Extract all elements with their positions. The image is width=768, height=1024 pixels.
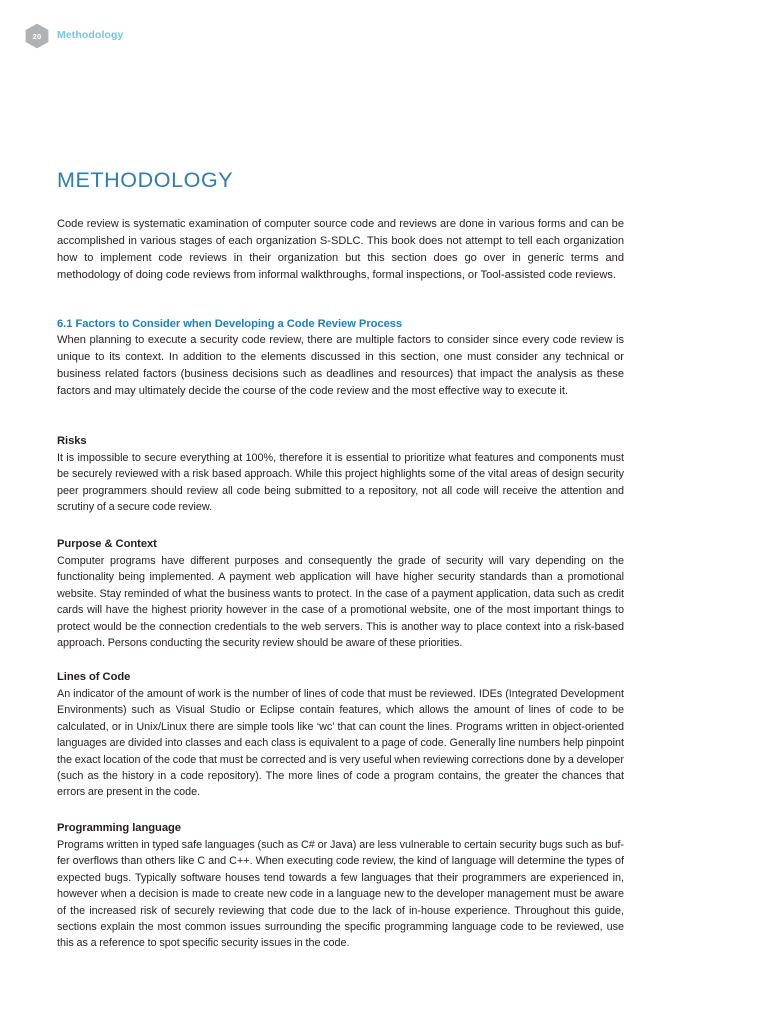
- hexagon-icon: [25, 23, 49, 49]
- section-paragraph-factors: When planning to execute a security code review, there are multiple factors to consider since every code review is unique to its context. In addition to the elements discussed in this section, one must consider any technical or business related factors (business decisions such as deadlines and resources) that impact the analysis as these factors and may ultimately decide the course of the code review and the most effective way to execute it.: [57, 334, 624, 398]
- page-title: METHODOLOGY: [57, 168, 234, 193]
- sub-heading-lines-of-code: Lines of Code: [57, 671, 131, 683]
- intro-block: [57, 216, 624, 284]
- section-programming-language: [57, 821, 624, 952]
- header-chapter-label: Methodology: [57, 29, 124, 41]
- section-lines-of-code: [57, 670, 624, 801]
- section-heading-factors: 6.1 Factors to Consider when Developing a Code Review Process: [57, 318, 403, 330]
- section-paragraph-purpose-context: Computer programs have different purposes and consequently the grade of security will vary depending on the functionality being implemented. A payment web application will have higher security standards than a promotional website. Stay reminded of what the business wants to protect. In the case of a payment application, data such as credit cards will have the highest priority however in the case of a promotional website, one of the most important things to protect would be the connection credentials to the web servers. This is another way to place context into a risk-based approach. Persons conducting the security review should be aware of these priorities.: [57, 555, 624, 650]
- section-paragraph-risks: It is impossible to secure everything at 100%, therefore it is essential to prioritize what features and components must be securely reviewed with a risk based approach. While this project highlights some of the vital areas of design security peer programmers should review all code being submitted to a repository, not all code will receive the attention and scrutiny of a secure code review.: [57, 452, 624, 514]
- sub-heading-risks: Risks: [57, 435, 87, 447]
- page-number: 20: [32, 31, 42, 41]
- page-header: [0, 0, 768, 72]
- section-paragraph-lines-of-code: An indicator of the amount of work is the number of lines of code that must be reviewed. IDEs (Integrated Development Environments) such as Visual Studio or Eclipse contain features, which allows the amount of lines of code to be calculated, or in Unix/Linux there are simple tools like ‘wc’ that can count the lines. Programs written in object-oriented languages are divided into classes and each class is equivalent to a page of code. Generally line numbers help pinpoint the exact location of the code that must be corrected and is very useful when reviewing corrections done by a developer (such as the history in a code repository). The more lines of code a program contains, the greater the chances that errors are present in the code.: [57, 688, 624, 799]
- intro-paragraph: Code review is systematic examination of computer source code and reviews are done in various forms and can be accomplished in various stages of each organization S-SDLC. This book does not attempt to tell each organization how to implement code reviews in their organization but this section does go over in generic terms and methodology of doing code reviews from informal walkthroughs, formal inspections, or Tool-assisted code reviews.: [57, 218, 624, 282]
- section-risks: [57, 434, 624, 516]
- section-factors: [57, 317, 624, 400]
- sub-heading-programming-language: Programming language: [57, 822, 181, 834]
- sub-heading-purpose-context: Purpose & Context: [57, 538, 157, 550]
- section-paragraph-programming-language: Programs written in typed safe languages (such as C# or Java) are less vulnerable to certain security bugs such as buf- fer overflows than others like C and C++. When executing code review, the kind of language will determine the types of expected bugs. Typically software houses tend towards a few languages that their programmers are experienced in, however when a decision is made to create new code in a language new to the developer management must be aware of the increased risk of securely reviewing that code due to the lack of in-house experience. Throughout this guide, sections explain the most common issues surrounding the specific programming language code to be reviewed, use this as a reference to spot specific security issues in the code.: [57, 839, 624, 950]
- section-purpose-context: [57, 537, 624, 651]
